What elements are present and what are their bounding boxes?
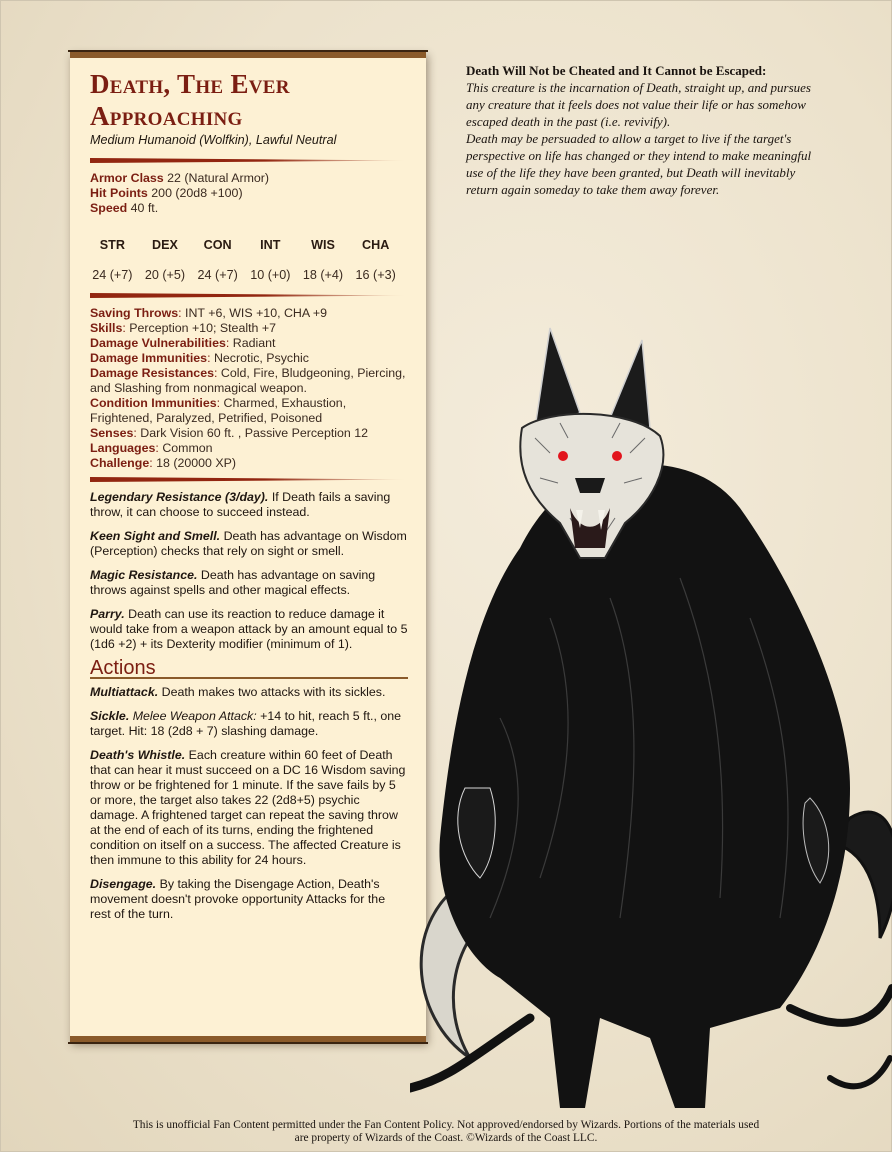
ability-name: STR <box>99 238 125 252</box>
ability-name: INT <box>260 238 281 252</box>
footer-line-2: are property of Wizards of the Coast. ©Wizards of the Coast LLC. <box>294 1132 598 1144</box>
creature-type: Medium Humanoid (Wolfkin), Lawful Neutral <box>90 133 337 147</box>
property-value: Cold, Fire, Bludgeoning, Piercing, and Slashing from nonmagical weapon. <box>90 366 406 395</box>
ear-left <box>535 328 580 428</box>
ability-value: 18 (+4) <box>302 268 344 282</box>
lore-paragraph-1: This creature is the incarnation of Death, straight up, and pursues any creature that it feels does not value their life or has somehow escaped death in the past (i.e. revivify). <box>466 80 811 129</box>
trait-name: Legendary Resistance (3/day). <box>90 490 269 504</box>
traits <box>90 490 408 652</box>
ability-name: DEX <box>152 238 178 252</box>
property-value: INT +6, WIS +10, CHA +9 <box>185 306 328 320</box>
property-value: Charmed, Exhaustion, Frightened, Paralyzed, Petrified, Poisoned <box>90 396 347 425</box>
property-value: Dark Vision 60 ft. , Passive Perception 12 <box>140 426 369 440</box>
property-value: Necrotic, Psychic <box>213 351 309 365</box>
hit-points-value: 200 (20d8 +100) <box>151 186 243 200</box>
action-name: Death's Whistle. <box>90 748 186 762</box>
trait-magic-resistance <box>90 568 408 598</box>
divider <box>90 158 408 163</box>
creature-name: Death, The Ever Approaching <box>90 69 290 131</box>
property-value: 18 (20000 XP) <box>156 456 237 470</box>
property-value: Common <box>162 441 213 455</box>
ability-value: 20 (+5) <box>144 268 186 282</box>
ability-name: CHA <box>362 238 390 252</box>
eye-left <box>558 451 568 461</box>
property-label: Senses <box>90 426 134 440</box>
property-label: Damage Resistances <box>90 366 214 380</box>
armor-class-label: Armor Class <box>90 171 164 185</box>
action-text: Each creature within 60 feet of Death that can hear it must succeed on a DC 16 Wisdom saving throw or be frightened for 1 minute. If the save fails by 5 or more, the target also takes 22 (2d8+5) psychic damage. A frightened target can repeat the saving throw at the end of each of its turns, ending the frightened condition on itself on a success. The affected Creature is then immune to this ability for 24 hours. <box>90 748 406 867</box>
lore-heading: Death Will Not be Cheated and It Cannot be Escaped: <box>466 63 767 78</box>
trait-name: Keen Sight and Smell. <box>90 529 221 543</box>
trait-legendary-resistance <box>90 490 408 520</box>
property-label: Languages <box>90 441 156 455</box>
trait-text: Death has advantage on saving throws against spells and other magical effects. <box>90 568 376 597</box>
ability-value: 24 (+7) <box>92 268 133 282</box>
lore-block <box>466 62 826 198</box>
property-challenge: Challenge: 18 (20000 XP) <box>90 456 237 470</box>
property-label: Damage Vulnerabilities <box>90 336 226 350</box>
trait-name: Magic Resistance. <box>90 568 198 582</box>
speed-label: Speed <box>90 201 128 215</box>
property-damage-resistances: Damage Resistances: Cold, Fire, Bludgeoning, Piercing, and Slashing from nonmagical weapon. <box>90 366 406 395</box>
action-name: Multiattack. <box>90 685 159 699</box>
property-skills: Skills: Perception +10; Stealth +7 <box>90 321 276 335</box>
death-wolf-illustration <box>410 318 892 1118</box>
property-label: Skills <box>90 321 123 335</box>
property-label: Saving Throws <box>90 306 179 320</box>
stat-block <box>70 52 426 1042</box>
ability-wis <box>297 238 350 283</box>
ability-value: 24 (+7) <box>197 268 238 282</box>
divider <box>90 477 408 482</box>
actions <box>90 685 408 922</box>
tendril-right-2 <box>830 1058 890 1086</box>
action-deaths-whistle <box>90 748 408 868</box>
action-name: Disengage. <box>90 877 157 891</box>
action-text: +14 to hit, reach 5 ft., one target. Hit: 18 (2d8 + 7) slashing damage. <box>90 709 402 738</box>
armor-class-value: 22 (Natural Armor) <box>167 171 270 185</box>
trait-text: Death can use its reaction to reduce damage it would take from a weapon attack by an amount equal to 5 (1d6 +2) + its Dexterity modifier (minimum of 1). <box>90 607 408 651</box>
ability-value: 10 (+0) <box>250 268 291 282</box>
eye-right <box>612 451 622 461</box>
property-damage-immunities: Damage Immunities: Necrotic, Psychic <box>90 351 309 365</box>
nose <box>575 478 605 493</box>
actions-heading: Actions <box>90 661 408 679</box>
trait-keen-sight <box>90 529 408 559</box>
properties <box>90 306 408 471</box>
speed-value: 40 ft. <box>130 201 159 215</box>
footer-line-1: This is unofficial Fan Content permitted under the Fan Content Policy. Not approved/endorsed by Wizards. Portions of the materials used <box>132 1119 760 1131</box>
armor-class-line <box>90 171 408 186</box>
lore-paragraph-2: Death may be persuaded to allow a target to live if the target's perspective on life has changed or they intend to make meaningful use of the life they have been granted, but Death will inevitably return again someday to take them away forever. <box>466 131 812 197</box>
action-sickle <box>90 709 408 739</box>
ability-name: CON <box>203 238 232 252</box>
divider <box>90 293 408 298</box>
property-condition-immunities: Condition Immunities: Charmed, Exhaustion, Frightened, Paralyzed, Petrified, Poisoned <box>90 396 347 425</box>
ability-dex <box>139 238 192 283</box>
action-name: Sickle. <box>90 709 130 723</box>
trait-name: Parry. <box>90 607 125 621</box>
footer-legal <box>40 1119 852 1145</box>
ability-scores <box>86 238 402 283</box>
action-multiattack <box>90 685 408 700</box>
action-attack-type: Melee Weapon Attack: <box>132 709 257 723</box>
ability-name: WIS <box>311 238 335 252</box>
action-disengage <box>90 877 408 922</box>
property-label: Condition Immunities <box>90 396 217 410</box>
trait-parry <box>90 607 408 652</box>
tendril-right <box>790 988 892 1023</box>
property-senses: Senses: Dark Vision 60 ft. , Passive Perception 12 <box>90 426 369 440</box>
ability-str <box>86 238 139 283</box>
property-damage-vulnerabilities: Damage Vulnerabilities: Radiant <box>90 336 276 350</box>
property-languages: Languages: Common <box>90 441 213 455</box>
action-text: By taking the Disengage Action, Death's movement doesn't provoke opportunity Attacks for the rest of the turn. <box>90 877 386 921</box>
property-label: Damage Immunities <box>90 351 208 365</box>
property-value: Perception +10; Stealth +7 <box>129 321 276 335</box>
ability-value: 16 (+3) <box>355 268 396 282</box>
ability-con <box>191 238 244 283</box>
trait-text: Death has advantage on Wisdom (Perception) checks that rely on sight or smell. <box>90 529 407 558</box>
ability-cha <box>349 238 402 283</box>
speed-line <box>90 201 408 216</box>
property-value: Radiant <box>232 336 276 350</box>
hit-points-line <box>90 186 408 201</box>
ability-int <box>244 238 297 283</box>
trait-text: If Death fails a saving throw, it can choose to succeed instead. <box>90 490 391 519</box>
action-text: Death makes two attacks with its sickles. <box>161 685 386 699</box>
ear-right <box>610 340 650 428</box>
property-saving-throws: Saving Throws: INT +6, WIS +10, CHA +9 <box>90 306 328 320</box>
tendril-left <box>410 1018 530 1088</box>
hit-points-label: Hit Points <box>90 186 148 200</box>
property-label: Challenge <box>90 456 150 470</box>
